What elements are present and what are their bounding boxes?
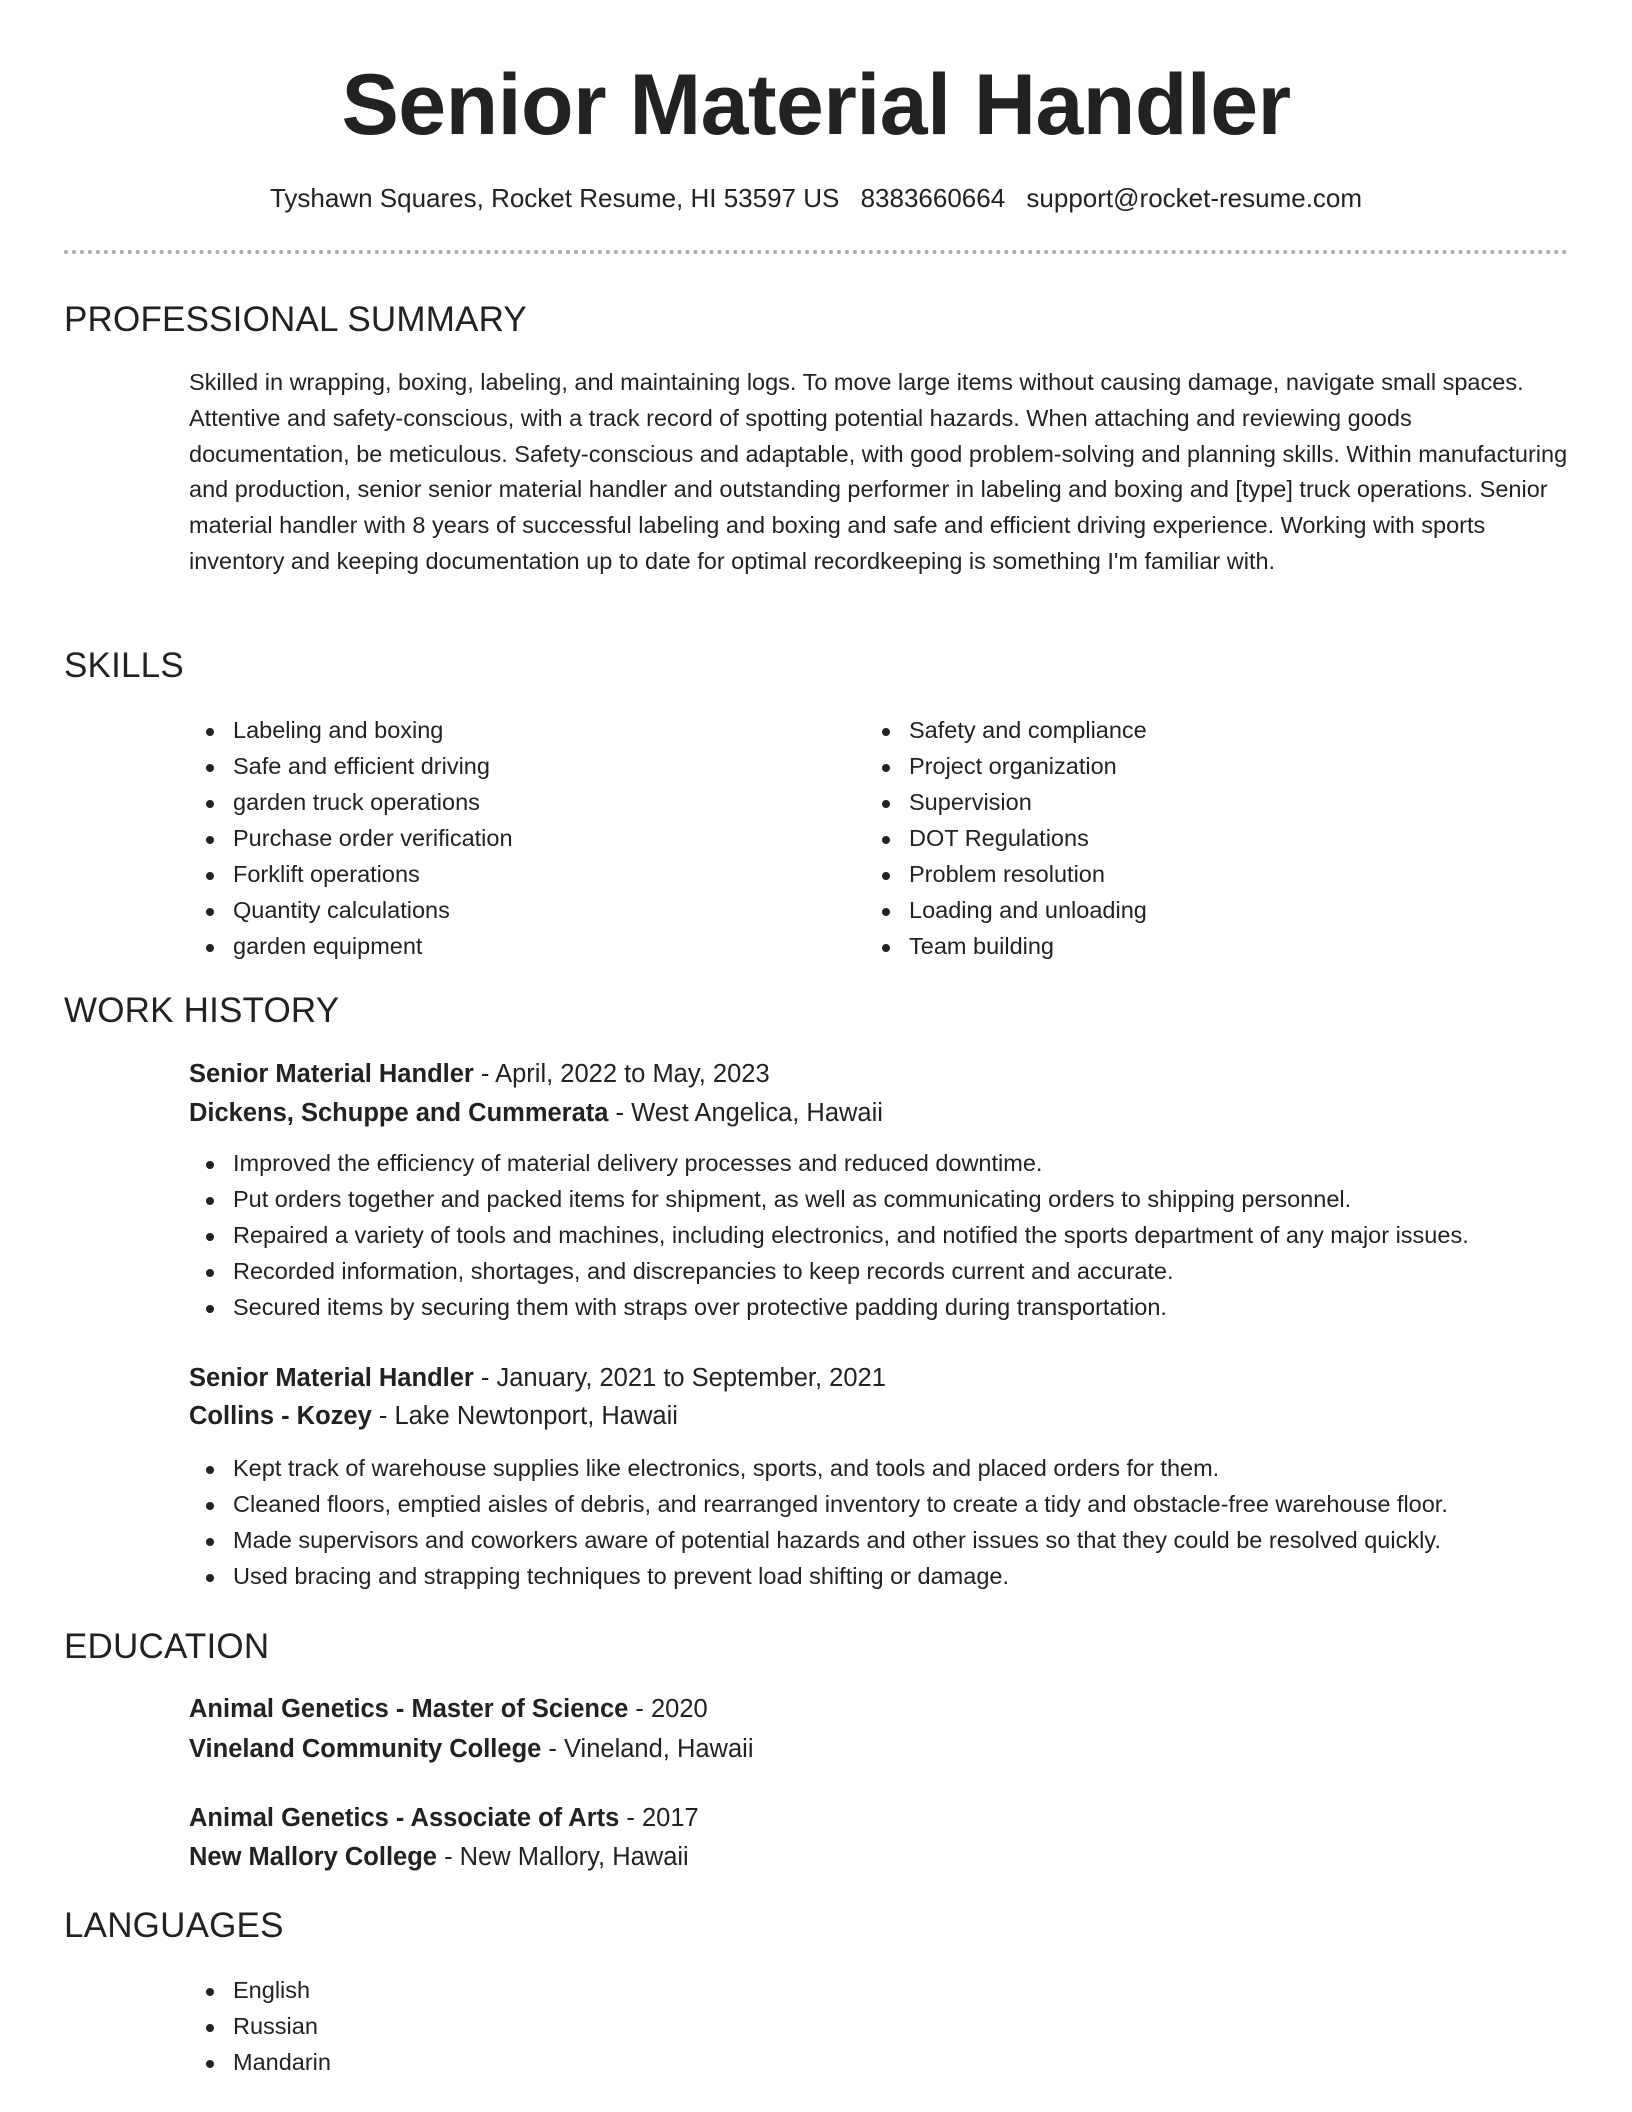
job-duties-list <box>189 1145 1469 1325</box>
school-location: - Vineland, Hawaii <box>541 1735 754 1763</box>
education-heading: EDUCATION <box>64 1627 270 1666</box>
degree-line <box>189 1799 699 1837</box>
contact-line <box>0 180 1632 216</box>
job-duty: Kept track of warehouse supplies like electronics, sports, and tools and placed orders for them. <box>189 1450 1448 1486</box>
job-duty: Put orders together and packed items for shipment, as well as communicating orders to shipping personnel. <box>189 1181 1469 1217</box>
degree-year: - 2017 <box>619 1804 699 1832</box>
skill-item: Problem resolution <box>865 856 1147 892</box>
job-location: - West Angelica, Hawaii <box>608 1099 883 1127</box>
summary-text: Skilled in wrapping, boxing, labeling, and maintaining logs. To move large items without causing damage, navigate small spaces. Attentive and safety-conscious, with a track record of spotting potential hazards. When attaching and reviewing goods documentation, be meticulous. Safety-conscious and adaptable, with good problem-solving and planning skills. Within manufacturing and production, senior senior material handler and outstanding performer in labeling and boxing and [type] truck operations. Senior material handler with 8 years of successful labeling and boxing and safe and efficient driving experience. Working with sports inventory and keeping documentation up to date for optimal recordkeeping is something I'm familiar with. <box>189 369 1568 574</box>
job-title-line <box>189 1359 886 1397</box>
degree: Animal Genetics - Master of Science <box>189 1695 629 1723</box>
job-title: Senior Material Handler <box>189 1060 474 1088</box>
school-location: - New Mallory, Hawaii <box>436 1843 689 1871</box>
job-duty: Used bracing and strapping techniques to prevent load shifting or damage. <box>189 1558 1448 1594</box>
job-company: Collins - Kozey <box>189 1402 372 1430</box>
job-dates: - April, 2022 to May, 2023 <box>473 1060 770 1088</box>
skill-item: Safe and efficient driving <box>189 748 513 784</box>
language-item: English <box>189 1972 331 2008</box>
language-item: Russian <box>189 2008 331 2044</box>
summary-heading: PROFESSIONAL SUMMARY <box>64 300 527 339</box>
header-divider <box>64 250 1568 254</box>
skill-item: Forklift operations <box>189 856 513 892</box>
job-company-line <box>189 1397 678 1435</box>
skill-item: Labeling and boxing <box>189 712 513 748</box>
school-line <box>189 1838 689 1876</box>
job-dates: - January, 2021 to September, 2021 <box>473 1364 886 1392</box>
degree-year: - 2020 <box>628 1695 708 1723</box>
skill-item: Project organization <box>865 748 1147 784</box>
job-duties-list <box>189 1450 1448 1594</box>
skill-item: Supervision <box>865 784 1147 820</box>
skill-item: garden truck operations <box>189 784 513 820</box>
languages-heading: LANGUAGES <box>64 1906 284 1945</box>
degree: Animal Genetics - Associate of Arts <box>189 1804 620 1832</box>
job-title-line <box>189 1055 770 1093</box>
contact-phone: 8383660664 <box>860 183 1006 213</box>
resume-title: Senior Material Handler <box>341 57 1291 153</box>
job-duty: Improved the efficiency of material delivery processes and reduced downtime. <box>189 1145 1469 1181</box>
school: New Mallory College <box>189 1843 437 1871</box>
skill-item: garden equipment <box>189 928 513 964</box>
job-company: Dickens, Schuppe and Cummerata <box>189 1099 609 1127</box>
job-duty: Recorded information, shortages, and discrepancies to keep records current and accurate. <box>189 1253 1469 1289</box>
skill-item: Purchase order verification <box>189 820 513 856</box>
skill-item: Loading and unloading <box>865 892 1147 928</box>
language-item: Mandarin <box>189 2044 331 2080</box>
job-duty: Made supervisors and coworkers aware of potential hazards and other issues so that they could be resolved quickly. <box>189 1522 1448 1558</box>
skill-item: DOT Regulations <box>865 820 1147 856</box>
skills-list-left <box>189 712 513 964</box>
contact-email: support@rocket-resume.com <box>1026 183 1363 213</box>
skills-heading: SKILLS <box>64 646 184 685</box>
job-title: Senior Material Handler <box>189 1364 474 1392</box>
work-history-heading: WORK HISTORY <box>64 991 340 1030</box>
degree-line <box>189 1690 708 1728</box>
languages-list <box>189 1972 331 2080</box>
job-company-line <box>189 1094 883 1132</box>
skill-item: Safety and compliance <box>865 712 1147 748</box>
job-duty: Cleaned floors, emptied aisles of debris, and rearranged inventory to create a tidy and obstacle-free warehouse floor. <box>189 1486 1448 1522</box>
school-line <box>189 1730 754 1768</box>
job-duty: Secured items by securing them with straps over protective padding during transportation. <box>189 1289 1469 1325</box>
job-duty: Repaired a variety of tools and machines, including electronics, and notified the sports department of any major issues. <box>189 1217 1469 1253</box>
skill-item: Quantity calculations <box>189 892 513 928</box>
school: Vineland Community College <box>189 1735 542 1763</box>
skill-item: Team building <box>865 928 1147 964</box>
skills-list-right <box>865 712 1147 964</box>
contact-address: Tyshawn Squares, Rocket Resume, HI 53597 US <box>269 183 840 213</box>
job-location: - Lake Newtonport, Hawaii <box>371 1402 678 1430</box>
